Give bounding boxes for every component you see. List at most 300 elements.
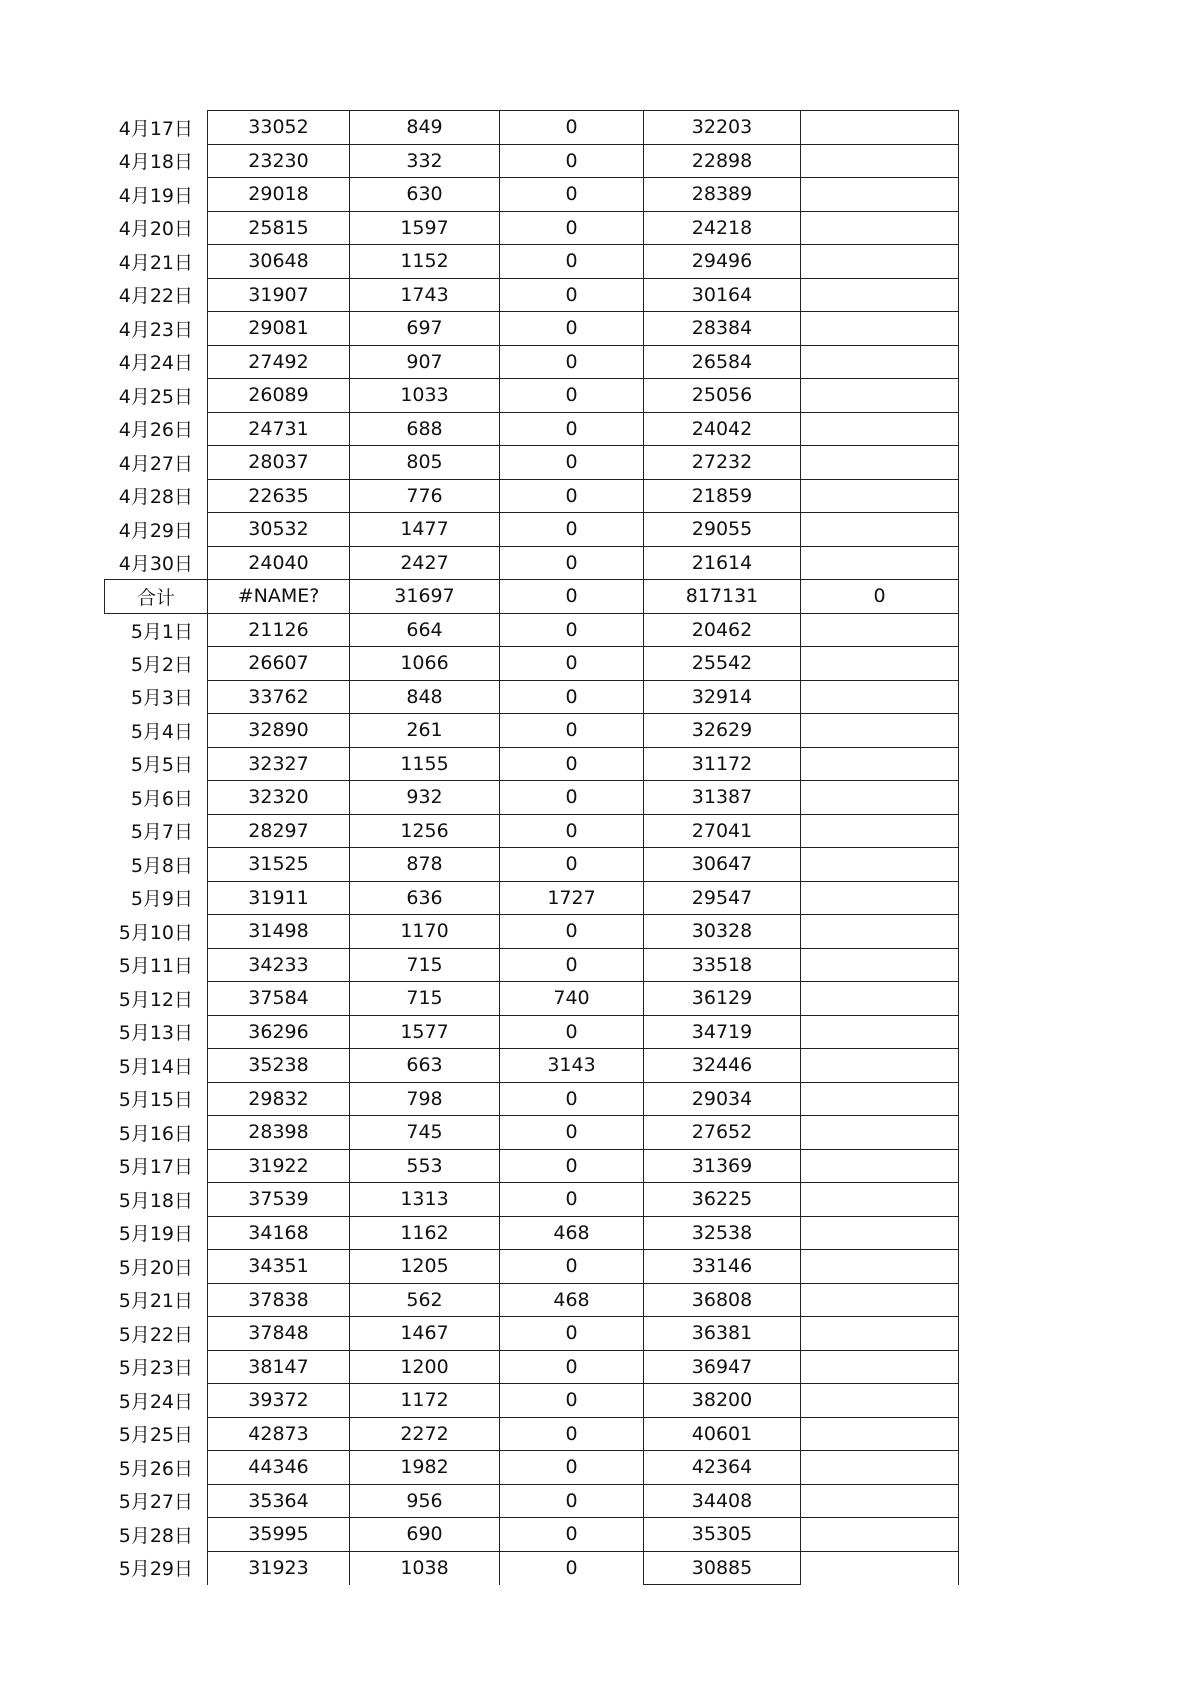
col2-cell[interactable]: 1597 [350, 211, 500, 245]
col2-cell[interactable]: 261 [350, 714, 500, 748]
col5-cell[interactable] [801, 647, 959, 681]
col4-cell[interactable]: 27232 [644, 446, 801, 480]
col3-cell[interactable]: 0 [500, 278, 644, 312]
col5-cell[interactable] [801, 613, 959, 647]
col4-cell[interactable]: 38200 [644, 1384, 801, 1418]
col2-cell[interactable]: 1170 [350, 915, 500, 949]
col3-cell[interactable]: 0 [500, 1484, 644, 1518]
col4-cell[interactable]: 29055 [644, 513, 801, 547]
date-cell[interactable]: 4月24日 [118, 352, 193, 375]
col2-cell[interactable]: 630 [350, 178, 500, 212]
col2-cell[interactable]: 1066 [350, 647, 500, 681]
col5-cell[interactable] [801, 1484, 959, 1518]
table-row [105, 915, 959, 949]
col3-cell[interactable]: 0 [500, 1116, 644, 1150]
col1-cell[interactable]: 32320 [208, 781, 350, 815]
col2-cell[interactable]: 1033 [350, 379, 500, 413]
col4-cell[interactable]: 28389 [644, 178, 801, 212]
table-row [105, 680, 959, 714]
date-cell[interactable]: 5月1日 [130, 620, 193, 643]
col1-cell[interactable]: 38147 [208, 1350, 350, 1384]
col2-cell[interactable]: 1982 [350, 1451, 500, 1485]
col1-cell[interactable]: #NAME? [208, 580, 350, 614]
col4-cell[interactable]: 22898 [644, 144, 801, 178]
col1-cell[interactable]: 33762 [208, 680, 350, 714]
date-cell[interactable]: 5月28日 [118, 1524, 193, 1547]
col1-cell[interactable]: 22635 [208, 479, 350, 513]
table-row [105, 982, 959, 1016]
col4-cell[interactable]: 29034 [644, 1082, 801, 1116]
col5-cell[interactable] [801, 814, 959, 848]
col1-cell[interactable]: 28297 [208, 814, 350, 848]
col2-cell[interactable]: 1313 [350, 1183, 500, 1217]
col2-cell[interactable]: 1172 [350, 1384, 500, 1418]
col3-cell[interactable]: 0 [500, 1551, 644, 1585]
col1-cell[interactable]: 29081 [208, 312, 350, 346]
table-row [105, 1484, 959, 1518]
col2-cell[interactable]: 907 [350, 345, 500, 379]
col3-cell[interactable]: 0 [500, 781, 644, 815]
col1-cell[interactable]: 28398 [208, 1116, 350, 1150]
table-row [105, 345, 959, 379]
col2-cell[interactable]: 1152 [350, 245, 500, 279]
table-row [105, 848, 959, 882]
col3-cell[interactable]: 0 [500, 1082, 644, 1116]
table-row [105, 546, 959, 580]
col1-cell[interactable]: 31911 [208, 881, 350, 915]
col2-cell[interactable]: 562 [350, 1283, 500, 1317]
col3-cell[interactable]: 1727 [500, 881, 644, 915]
col4-cell[interactable]: 29496 [644, 245, 801, 279]
col1-cell[interactable]: 29018 [208, 178, 350, 212]
date-cell[interactable]: 5月17日 [118, 1156, 193, 1179]
table-row [105, 1350, 959, 1384]
date-cell[interactable]: 4月20日 [118, 218, 193, 241]
date-cell[interactable]: 5月12日 [118, 988, 193, 1011]
date-cell[interactable]: 4月25日 [118, 385, 193, 408]
col1-cell[interactable]: 26607 [208, 647, 350, 681]
col5-cell[interactable] [801, 1250, 959, 1284]
col4-cell[interactable]: 34719 [644, 1015, 801, 1049]
col2-cell[interactable]: 1577 [350, 1015, 500, 1049]
col3-cell[interactable]: 468 [500, 1283, 644, 1317]
col1-cell[interactable]: 31498 [208, 915, 350, 949]
col1-cell[interactable]: 31525 [208, 848, 350, 882]
date-cell[interactable]: 4月18日 [118, 151, 193, 174]
col3-cell[interactable]: 0 [500, 1183, 644, 1217]
date-cell[interactable]: 5月8日 [130, 854, 193, 877]
table-row [105, 1551, 959, 1585]
col2-cell[interactable]: 31697 [350, 580, 500, 614]
table-row [105, 1015, 959, 1049]
table-row [105, 1149, 959, 1183]
date-cell[interactable]: 5月7日 [130, 821, 193, 844]
col1-cell[interactable]: 25815 [208, 211, 350, 245]
col2-cell[interactable]: 1200 [350, 1350, 500, 1384]
col1-cell[interactable]: 31923 [208, 1551, 350, 1585]
date-cell[interactable]: 4月19日 [118, 184, 193, 207]
col5-cell[interactable] [801, 1417, 959, 1451]
col3-cell[interactable]: 0 [500, 714, 644, 748]
col1-cell[interactable]: 21126 [208, 613, 350, 647]
table-row [105, 881, 959, 915]
date-cell[interactable]: 5月21日 [118, 1290, 193, 1313]
col5-cell[interactable] [801, 1015, 959, 1049]
col5-cell[interactable] [801, 312, 959, 346]
col5-cell[interactable] [801, 211, 959, 245]
col1-cell[interactable]: 37848 [208, 1317, 350, 1351]
col3-cell[interactable]: 0 [500, 513, 644, 547]
col5-cell[interactable] [801, 412, 959, 446]
col4-cell[interactable]: 40601 [644, 1417, 801, 1451]
col5-cell[interactable] [801, 680, 959, 714]
col2-cell[interactable]: 849 [350, 111, 500, 145]
col2-cell[interactable]: 664 [350, 613, 500, 647]
col3-cell[interactable]: 0 [500, 1518, 644, 1552]
col5-cell[interactable] [801, 1049, 959, 1083]
col3-cell[interactable]: 0 [500, 111, 644, 145]
col5-cell[interactable] [801, 714, 959, 748]
date-cell[interactable]: 4月23日 [118, 318, 193, 341]
col1-cell[interactable]: 23230 [208, 144, 350, 178]
date-cell[interactable]: 4月27日 [118, 452, 193, 475]
col4-cell[interactable]: 33146 [644, 1250, 801, 1284]
col3-cell[interactable]: 3143 [500, 1049, 644, 1083]
date-cell[interactable]: 4月22日 [118, 285, 193, 308]
col5-cell[interactable] [801, 1082, 959, 1116]
col5-cell[interactable] [801, 747, 959, 781]
col4-cell[interactable]: 32538 [644, 1216, 801, 1250]
col1-cell[interactable]: 28037 [208, 446, 350, 480]
col1-cell[interactable]: 39372 [208, 1384, 350, 1418]
col4-cell[interactable]: 36808 [644, 1283, 801, 1317]
col5-cell[interactable] [801, 1149, 959, 1183]
col3-cell[interactable]: 0 [500, 680, 644, 714]
col5-cell[interactable] [801, 379, 959, 413]
col3-cell[interactable]: 0 [500, 948, 644, 982]
col3-cell[interactable]: 0 [500, 647, 644, 681]
col1-cell[interactable]: 30648 [208, 245, 350, 279]
col2-cell[interactable]: 697 [350, 312, 500, 346]
table-row [105, 1250, 959, 1284]
date-cell[interactable]: 5月5日 [130, 754, 193, 777]
table-row [105, 814, 959, 848]
date-cell[interactable]: 4月17日 [118, 117, 193, 140]
col4-cell[interactable]: 29547 [644, 881, 801, 915]
col2-cell[interactable]: 690 [350, 1518, 500, 1552]
col4-cell[interactable]: 24218 [644, 211, 801, 245]
col5-cell[interactable] [801, 1350, 959, 1384]
col3-cell[interactable]: 0 [500, 1350, 644, 1384]
col5-cell[interactable] [801, 1551, 959, 1585]
col2-cell[interactable]: 688 [350, 412, 500, 446]
table-row [105, 1183, 959, 1217]
col5-cell[interactable] [801, 546, 959, 580]
col5-cell[interactable] [801, 915, 959, 949]
col4-cell[interactable]: 32446 [644, 1049, 801, 1083]
col4-cell[interactable]: 30647 [644, 848, 801, 882]
col4-cell[interactable]: 30328 [644, 915, 801, 949]
col1-cell[interactable]: 27492 [208, 345, 350, 379]
col1-cell[interactable]: 35995 [208, 1518, 350, 1552]
table-row [105, 1082, 959, 1116]
col4-cell[interactable]: 20462 [644, 613, 801, 647]
col2-cell[interactable]: 1743 [350, 278, 500, 312]
col1-cell[interactable]: 32890 [208, 714, 350, 748]
table-body [105, 111, 959, 1585]
col1-cell[interactable]: 31907 [208, 278, 350, 312]
date-cell[interactable]: 4月30日 [118, 553, 193, 575]
col5-cell[interactable] [801, 446, 959, 480]
col3-cell[interactable]: 0 [500, 1015, 644, 1049]
col1-cell[interactable]: 34233 [208, 948, 350, 982]
col4-cell[interactable]: 24042 [644, 412, 801, 446]
date-cell[interactable]: 5月10日 [118, 921, 193, 944]
col2-cell[interactable]: 932 [350, 781, 500, 815]
date-cell[interactable]: 4月28日 [118, 486, 193, 509]
date-cell[interactable]: 5月25日 [118, 1424, 193, 1447]
col1-cell[interactable]: 42873 [208, 1417, 350, 1451]
col5-cell[interactable] [801, 513, 959, 547]
col5-cell[interactable] [801, 881, 959, 915]
col1-cell[interactable]: 44346 [208, 1451, 350, 1485]
date-cell[interactable]: 5月19日 [118, 1223, 193, 1246]
col4-cell[interactable]: 27652 [644, 1116, 801, 1150]
col2-cell[interactable]: 1155 [350, 747, 500, 781]
col2-cell[interactable]: 1256 [350, 814, 500, 848]
col3-cell[interactable]: 0 [500, 546, 644, 580]
table-row [105, 1049, 959, 1083]
col5-cell[interactable] [801, 848, 959, 882]
col5-cell[interactable] [801, 1183, 959, 1217]
col1-cell[interactable]: 37539 [208, 1183, 350, 1217]
table-row [105, 479, 959, 513]
col2-cell[interactable]: 805 [350, 446, 500, 480]
col1-cell[interactable]: 35238 [208, 1049, 350, 1083]
col1-cell[interactable]: 36296 [208, 1015, 350, 1049]
table-row [105, 412, 959, 446]
col2-cell[interactable]: 798 [350, 1082, 500, 1116]
col4-cell[interactable]: 32914 [644, 680, 801, 714]
col5-cell[interactable] [801, 144, 959, 178]
col3-cell[interactable]: 468 [500, 1216, 644, 1250]
col4-cell[interactable]: 32203 [644, 111, 801, 145]
col5-cell[interactable] [801, 1518, 959, 1552]
table-row [105, 714, 959, 748]
col2-cell[interactable]: 553 [350, 1149, 500, 1183]
table-row [105, 1216, 959, 1250]
col4-cell[interactable]: 27041 [644, 814, 801, 848]
col5-cell[interactable] [801, 948, 959, 982]
col4-cell[interactable]: 31387 [644, 781, 801, 815]
table-row [105, 446, 959, 480]
col2-cell[interactable]: 2272 [350, 1417, 500, 1451]
date-cell[interactable]: 4月21日 [118, 251, 193, 274]
col2-cell[interactable]: 636 [350, 881, 500, 915]
col2-cell[interactable]: 1467 [350, 1317, 500, 1351]
col5-cell[interactable] [801, 479, 959, 513]
table-row [105, 647, 959, 681]
date-cell[interactable]: 5月2日 [130, 653, 193, 676]
date-cell[interactable]: 5月18日 [118, 1189, 193, 1212]
date-cell[interactable]: 5月27日 [118, 1491, 193, 1514]
col3-cell[interactable]: 0 [500, 345, 644, 379]
col3-cell[interactable]: 0 [500, 412, 644, 446]
col3-cell[interactable]: 0 [500, 848, 644, 882]
date-cell[interactable]: 5月22日 [118, 1323, 193, 1346]
col3-cell[interactable]: 740 [500, 982, 644, 1016]
col5-cell[interactable]: 0 [801, 580, 959, 614]
col2-cell[interactable]: 878 [350, 848, 500, 882]
col5-cell[interactable] [801, 278, 959, 312]
date-cell[interactable]: 5月13日 [118, 1022, 193, 1045]
col1-cell[interactable]: 24731 [208, 412, 350, 446]
col3-cell[interactable]: 0 [500, 613, 644, 647]
col3-cell[interactable]: 0 [500, 446, 644, 480]
col4-cell[interactable]: 31172 [644, 747, 801, 781]
date-cell[interactable]: 5月16日 [118, 1122, 193, 1145]
date-cell[interactable]: 5月23日 [118, 1357, 193, 1380]
col1-cell[interactable]: 32327 [208, 747, 350, 781]
col5-cell[interactable] [801, 1116, 959, 1150]
col1-cell[interactable]: 34351 [208, 1250, 350, 1284]
col3-cell[interactable]: 0 [500, 747, 644, 781]
date-cell[interactable]: 5月20日 [118, 1256, 193, 1279]
table-row [105, 513, 959, 547]
col2-cell[interactable]: 745 [350, 1116, 500, 1150]
col4-cell[interactable]: 33518 [644, 948, 801, 982]
col4-cell[interactable]: 21614 [644, 546, 801, 580]
col2-cell[interactable]: 848 [350, 680, 500, 714]
table-row [105, 1518, 959, 1552]
col2-cell[interactable]: 776 [350, 479, 500, 513]
col3-cell[interactable]: 0 [500, 1384, 644, 1418]
col1-cell[interactable]: 34168 [208, 1216, 350, 1250]
date-cell[interactable]: 5月29日 [118, 1558, 193, 1581]
col4-cell[interactable]: 36947 [644, 1350, 801, 1384]
table-row [105, 1317, 959, 1351]
col2-cell[interactable]: 1477 [350, 513, 500, 547]
col1-cell[interactable]: 37584 [208, 982, 350, 1016]
col4-cell[interactable]: 28384 [644, 312, 801, 346]
date-cell[interactable]: 5月24日 [118, 1390, 193, 1413]
col3-cell[interactable]: 0 [500, 1149, 644, 1183]
col5-cell[interactable] [801, 781, 959, 815]
col3-cell[interactable]: 0 [500, 245, 644, 279]
col1-cell[interactable]: 31922 [208, 1149, 350, 1183]
date-cell[interactable]: 合计 [105, 580, 208, 614]
col2-cell[interactable]: 663 [350, 1049, 500, 1083]
date-cell[interactable]: 4月29日 [118, 519, 193, 542]
col4-cell[interactable]: 31369 [644, 1149, 801, 1183]
table-row [105, 379, 959, 413]
date-cell[interactable]: 5月14日 [118, 1055, 193, 1078]
col3-cell[interactable]: 0 [500, 312, 644, 346]
col5-cell[interactable] [801, 178, 959, 212]
col3-cell[interactable]: 0 [500, 144, 644, 178]
date-cell[interactable]: 5月9日 [130, 888, 193, 911]
col5-cell[interactable] [801, 1451, 959, 1485]
col4-cell[interactable]: 30885 [644, 1551, 801, 1585]
col5-cell[interactable] [801, 1384, 959, 1418]
date-cell[interactable]: 5月26日 [118, 1457, 193, 1480]
col3-cell[interactable]: 0 [500, 580, 644, 614]
col2-cell[interactable]: 1162 [350, 1216, 500, 1250]
col2-cell[interactable]: 956 [350, 1484, 500, 1518]
col5-cell[interactable] [801, 345, 959, 379]
col5-cell[interactable] [801, 111, 959, 145]
col4-cell[interactable]: 36129 [644, 982, 801, 1016]
date-cell[interactable]: 5月4日 [130, 720, 193, 743]
col3-cell[interactable]: 0 [500, 1417, 644, 1451]
col3-cell[interactable]: 0 [500, 1250, 644, 1284]
table-row [105, 245, 959, 279]
table-row [105, 1116, 959, 1150]
col4-cell[interactable]: 34408 [644, 1484, 801, 1518]
col3-cell[interactable]: 0 [500, 1451, 644, 1485]
col4-cell[interactable]: 32629 [644, 714, 801, 748]
col2-cell[interactable]: 715 [350, 982, 500, 1016]
col2-cell[interactable]: 2427 [350, 546, 500, 580]
col1-cell[interactable]: 30532 [208, 513, 350, 547]
col3-cell[interactable]: 0 [500, 479, 644, 513]
col4-cell[interactable]: 26584 [644, 345, 801, 379]
col4-cell[interactable]: 817131 [644, 580, 801, 614]
col4-cell[interactable]: 21859 [644, 479, 801, 513]
date-cell[interactable]: 4月26日 [118, 419, 193, 442]
date-cell[interactable]: 5月11日 [118, 955, 193, 978]
col3-cell[interactable]: 0 [500, 379, 644, 413]
table-row [105, 111, 959, 145]
col1-cell[interactable]: 29832 [208, 1082, 350, 1116]
table-row [105, 1283, 959, 1317]
col1-cell[interactable]: 24040 [208, 546, 350, 580]
date-cell[interactable]: 5月6日 [130, 787, 193, 810]
col3-cell[interactable]: 0 [500, 1317, 644, 1351]
col1-cell[interactable]: 26089 [208, 379, 350, 413]
col5-cell[interactable] [801, 245, 959, 279]
date-cell[interactable]: 5月3日 [130, 687, 193, 710]
col3-cell[interactable]: 0 [500, 211, 644, 245]
col4-cell[interactable]: 25542 [644, 647, 801, 681]
col5-cell[interactable] [801, 1317, 959, 1351]
date-cell[interactable]: 5月15日 [118, 1089, 193, 1112]
table-row [105, 178, 959, 212]
table-row [105, 144, 959, 178]
col4-cell[interactable]: 25056 [644, 379, 801, 413]
total-row [105, 580, 959, 614]
col4-cell[interactable]: 42364 [644, 1451, 801, 1485]
col5-cell[interactable] [801, 1283, 959, 1317]
table-row [105, 781, 959, 815]
col4-cell[interactable]: 30164 [644, 278, 801, 312]
col5-cell[interactable] [801, 982, 959, 1016]
col1-cell[interactable]: 37838 [208, 1283, 350, 1317]
col5-cell[interactable] [801, 1216, 959, 1250]
col4-cell[interactable]: 36381 [644, 1317, 801, 1351]
col2-cell[interactable]: 1038 [350, 1551, 500, 1585]
col2-cell[interactable]: 332 [350, 144, 500, 178]
col4-cell[interactable]: 36225 [644, 1183, 801, 1217]
col2-cell[interactable]: 1205 [350, 1250, 500, 1284]
col3-cell[interactable]: 0 [500, 915, 644, 949]
col1-cell[interactable]: 33052 [208, 111, 350, 145]
col2-cell[interactable]: 715 [350, 948, 500, 982]
col3-cell[interactable]: 0 [500, 178, 644, 212]
col3-cell[interactable]: 0 [500, 814, 644, 848]
col1-cell[interactable]: 35364 [208, 1484, 350, 1518]
col4-cell[interactable]: 35305 [644, 1518, 801, 1552]
